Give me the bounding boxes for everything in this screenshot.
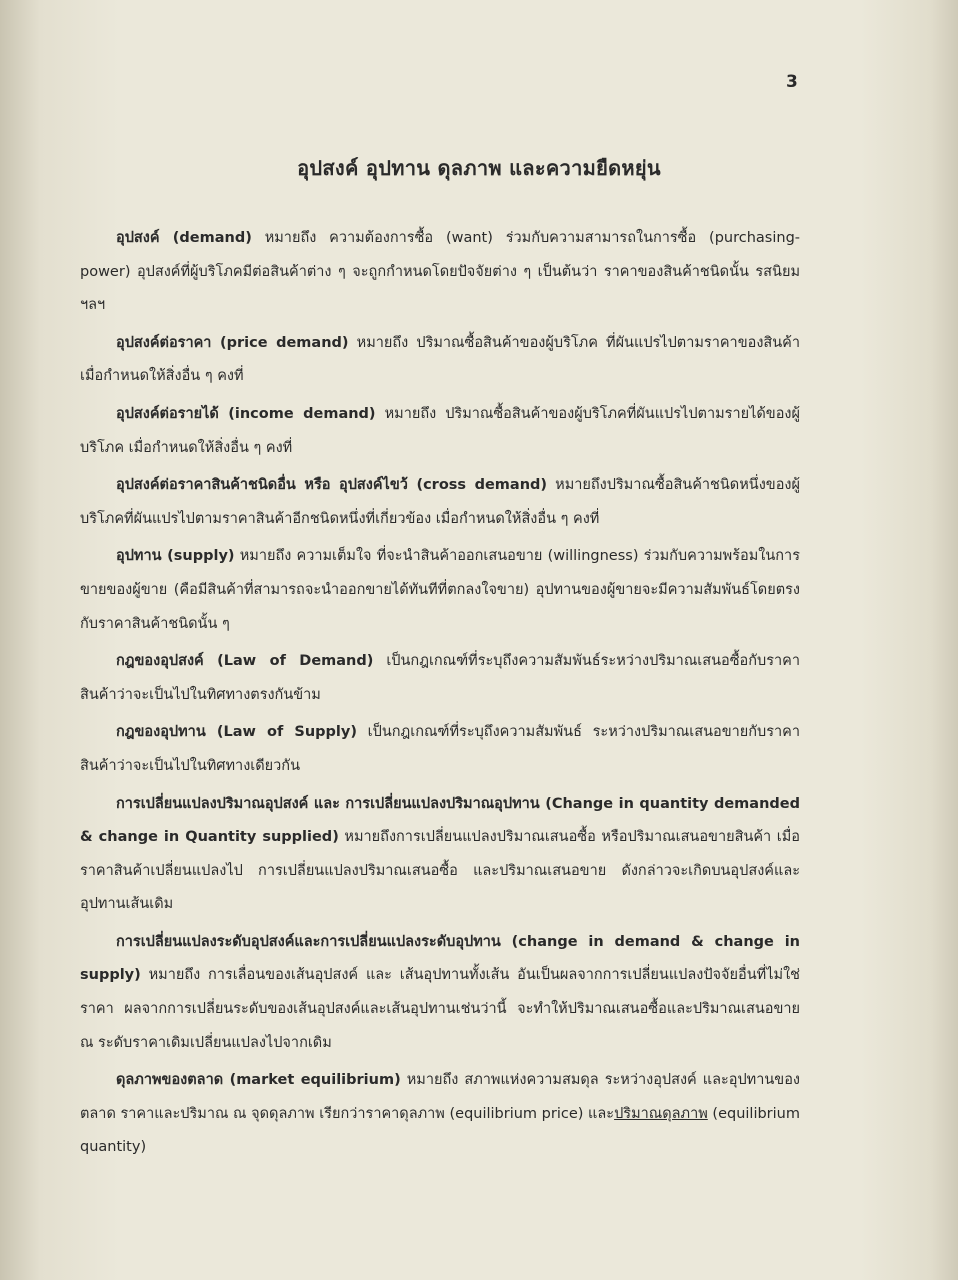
definition-term: การเปลี่ยนแปลงระดับอุปสงค์และการเปลี่ยนแปลงระดับอุปทาน (change in demand & change in supply) <box>80 933 800 984</box>
definition-paragraph <box>80 222 800 323</box>
definition-paragraph <box>80 645 800 712</box>
definition-text: หมายถึง ปริมาณซื้อสินค้าของผู้บริโภค ที่ผันแปรไปตามราคาของสินค้า เมื่อกำหนดให้สิ่งอื่น ๆ คงที่ <box>80 334 800 385</box>
definition-term: อุปทาน (supply) <box>116 548 235 565</box>
definition-text: หมายถึงการเปลี่ยนแปลงปริมาณเสนอซื้อ หรือปริมาณเสนอขายสินค้า เมื่อราคาสินค้าเปลี่ยนแปลงไป การเปลี่ยนแปลงปริมาณเสนอซื้อ และปริมาณเสนอขาย ดังกล่าวจะเกิดบนอุปสงค์และอุปทานเส้นเดิม <box>80 829 801 913</box>
definition-paragraph <box>80 327 800 394</box>
definition-text: หมายถึง ปริมาณซื้อสินค้าของผู้บริโภคที่ผันแปรไปตามรายได้ของผู้บริโภค เมื่อกำหนดให้สิ่งอื่น ๆ คงที่ <box>80 405 800 456</box>
definition-paragraph <box>80 469 800 536</box>
definition-term: อุปสงค์ต่อราคา (price demand) <box>116 334 349 351</box>
body-text <box>80 222 800 1169</box>
definition-paragraph <box>80 398 800 465</box>
page-title: อุปสงค์ อุปทาน ดุลภาพ และความยืดหยุ่น <box>297 156 661 180</box>
definition-term: กฎของอุปสงค์ (Law of Demand) <box>116 653 374 670</box>
definition-term: อุปสงค์ต่อรายได้ (income demand) <box>116 405 376 422</box>
definition-term: กฎของอุปทาน (Law of Supply) <box>116 724 357 741</box>
definition-text: หมายถึง การเลื่อนของเส้นอุปสงค์ และ เส้นอุปทานทั้งเส้น อันเป็นผลจากการเปลี่ยนแปลงปัจจัยอื่นที่ไม่ใช่ราคา ผลจากการเปลี่ยนระดับของเส้นอุปสงค์และเส้นอุปทานเช่นว่านี้ จะทำให้ปริมาณเสนอซื้อและปริมาณเสนอขาย ณ ระดับราคาเดิมเปลี่ยนแปลงไปจากเดิม <box>80 967 800 1051</box>
definition-paragraph <box>80 716 800 783</box>
definition-text: หมายถึง ความต้องการซื้อ (want) ร่วมกับความสามารถในการซื้อ (purchasing-power) อุปสงค์ที่ผู้บริโภคมีต่อสินค้าต่าง ๆ จะถูกกำหนดโดยปัจจัยต่าง ๆ เป็นต้นว่า ราคาของสินค้าชนิดนั้น รสนิยม ฯลฯ <box>80 230 801 314</box>
definition-text-tail: (equilibrium quantity) <box>80 1105 800 1156</box>
definition-text: เป็นกฎเกณฑ์ที่ระบุถึงความสัมพันธ์ ระหว่างปริมาณเสนอขายกับราคาสินค้าว่าจะเป็นไปในทิศทางเดียวกัน <box>80 724 800 774</box>
definition-text: เป็นกฎเกณฑ์ที่ระบุถึงความสัมพันธ์ระหว่างปริมาณเสนอซื้อกับราคาสินค้าว่าจะเป็นไปในทิศทางตรงกันข้าม <box>80 653 801 703</box>
definition-text: หมายถึง สภาพแห่งความสมดุล ระหว่างอุปสงค์ และอุปทานของตลาด ราคาและปริมาณ ณ จุดดุลภาพ เรียกว่าราคาดุลภาพ (equilibrium price) และ <box>80 1072 800 1122</box>
definition-text: หมายถึงปริมาณซื้อสินค้าชนิดหนึ่งของผู้บริโภคที่ผันแปรไปตามราคาสินค้าอีกชนิดหนึ่งที่เกี่ยวข้อง เมื่อกำหนดให้สิ่งอื่น ๆ คงที่ <box>80 477 800 527</box>
definition-paragraph <box>80 926 800 1060</box>
definition-paragraph <box>80 788 800 922</box>
definition-paragraph-equilibrium <box>80 1064 800 1165</box>
definition-term: ดุลภาพของตลาด (market equilibrium) <box>116 1072 401 1089</box>
definition-term: การเปลี่ยนแปลงปริมาณอุปสงค์ และ การเปลี่ยนแปลงปริมาณอุปทาน (Change in quantity demanded & change in Quantity supplied) <box>80 795 800 846</box>
definition-term: อุปสงค์ต่อราคาสินค้าชนิดอื่น หรือ อุปสงค์ไขว้ (cross demand) <box>116 477 548 494</box>
page-number: 3 <box>786 72 798 92</box>
definition-paragraph <box>80 540 800 641</box>
underlined-term: ปริมาณดุลภาพ <box>614 1105 708 1122</box>
definition-term: อุปสงค์ (demand) <box>116 230 252 246</box>
definition-text: หมายถึง ความเต็มใจ ที่จะนำสินค้าออกเสนอขาย (willingness) ร่วมกับความพร้อมในการขายของผู้ขาย (คือมีสินค้าที่สามารถจะนำออกขายได้ทันทีที่ตกลงใจขาย) อุปทานของผู้ขายจะมีความสัมพันธ์โดยตรงกับราคาสินค้าชนิดนั้น ๆ <box>80 548 800 632</box>
